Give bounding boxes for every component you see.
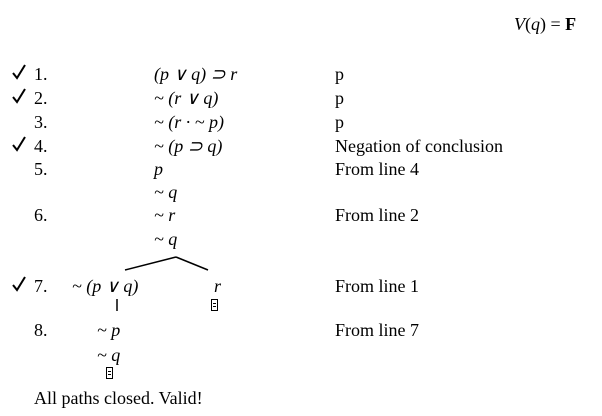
valuation: V(q) = F	[514, 14, 577, 34]
formula: ~ q	[154, 182, 178, 202]
formula: ~ p	[97, 320, 121, 340]
formula: ~ r	[154, 205, 176, 225]
formula: ~ (r ∨ q)	[154, 88, 219, 108]
justification: From line 4	[335, 159, 419, 179]
formula: p	[154, 159, 163, 179]
closed-path-icon	[106, 367, 113, 379]
line-number: 2.	[34, 88, 48, 108]
justification: p	[335, 64, 344, 84]
valuation-v: V	[514, 14, 525, 34]
conclusion-text: All paths closed. Valid!	[34, 388, 203, 408]
formula: (p ∨ q) ⊃ r	[154, 64, 238, 84]
formula-left-branch: ~ (p ∨ q)	[72, 276, 139, 296]
justification: From line 2	[335, 205, 419, 225]
formula: ~ (r · ~ p)	[154, 112, 224, 132]
justification: Negation of conclusion	[335, 136, 503, 156]
valuation-value: F	[565, 14, 577, 34]
valuation-arg: q	[531, 14, 540, 34]
formula: ~ q	[97, 345, 121, 365]
line-number: 6.	[34, 205, 48, 225]
line-number: 5.	[34, 159, 48, 179]
line-number: 4.	[34, 136, 48, 156]
formula: ~ q	[154, 229, 178, 249]
justification: p	[335, 112, 344, 132]
closed-path-icon	[211, 299, 218, 311]
line-number: 3.	[34, 112, 48, 132]
line-number: 7.	[34, 276, 48, 296]
justification: From line 7	[335, 320, 419, 340]
line-number: 8.	[34, 320, 48, 340]
formula: ~ (p ⊃ q)	[154, 136, 223, 156]
check-icon	[12, 276, 26, 292]
line-number: 1.	[34, 64, 48, 84]
formula-right-branch: r	[214, 276, 222, 296]
justification: p	[335, 88, 344, 108]
valuation-eq: =	[550, 14, 561, 34]
justification: From line 1	[335, 276, 419, 296]
